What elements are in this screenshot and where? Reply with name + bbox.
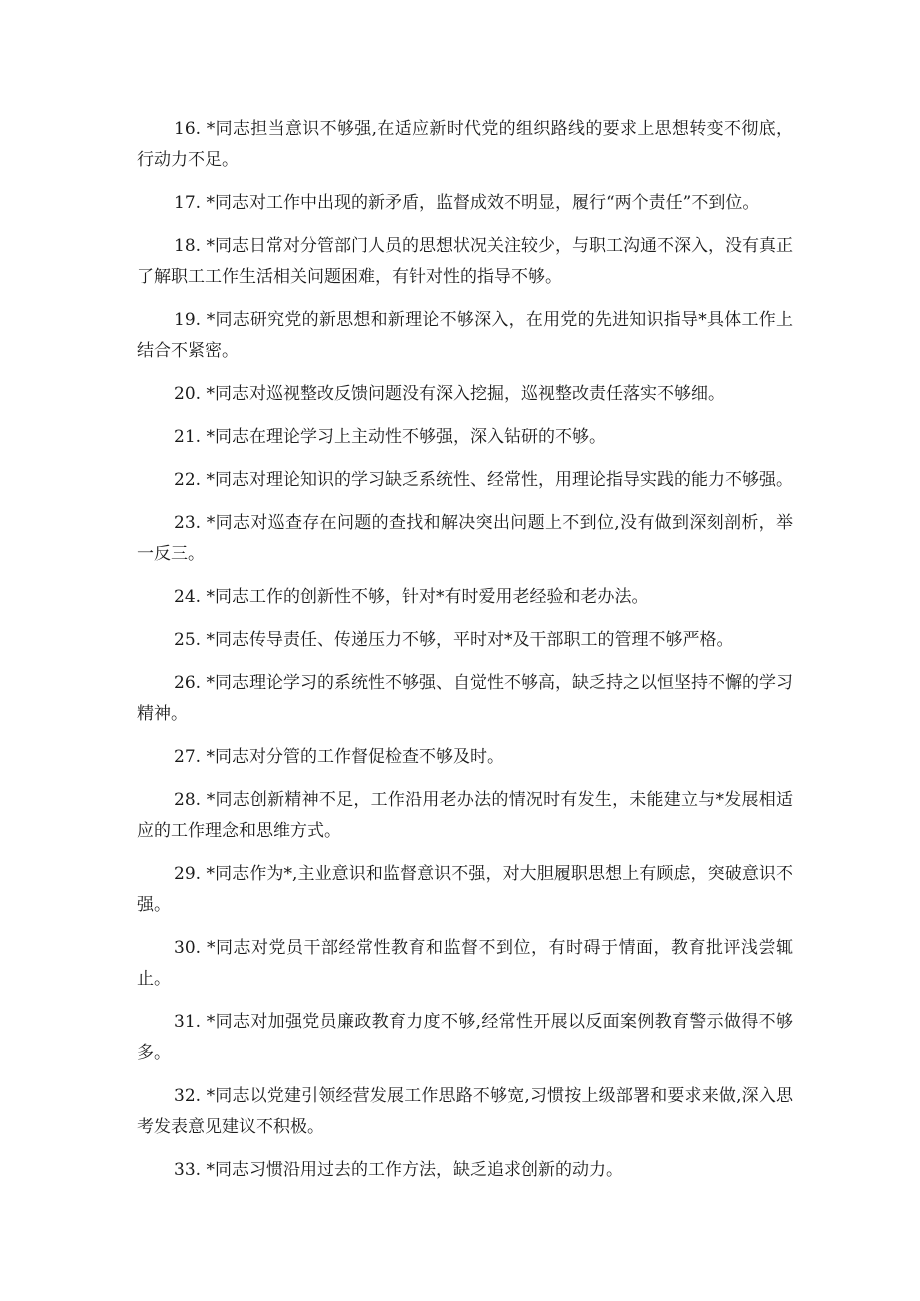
- item-text: *同志对巡视整改反馈问题没有深入挖掘，巡视整改责任落实不够细。: [206, 384, 725, 404]
- item-number: 24.: [174, 587, 202, 607]
- list-item: [137, 188, 793, 219]
- item-text: *同志日常对分管部门人员的思想状况关注较少，与职工沟通不深入，没有真正了解职工工作生活相关问题困难，有针对性的指导不够。: [137, 236, 793, 287]
- list-item: [137, 1155, 793, 1186]
- item-text: *同志对分管的工作督促检查不够及时。: [206, 747, 504, 767]
- list-item: [137, 582, 793, 613]
- item-number: 21.: [174, 427, 202, 447]
- item-number: 17.: [174, 193, 202, 213]
- list-item: [137, 625, 793, 656]
- item-number: 29.: [174, 864, 202, 884]
- list-item: [137, 305, 793, 367]
- item-number: 22.: [174, 470, 202, 490]
- list-item: [137, 231, 793, 293]
- item-text: *同志理论学习的系统性不够强、自觉性不够高，缺乏持之以恒坚持不懈的学习精神。: [137, 673, 793, 724]
- document-body: [137, 114, 793, 1198]
- item-text: *同志对党员干部经常性教育和监督不到位，有时碍于情面，教育批评浅尝辄止。: [137, 938, 793, 989]
- item-number: 31.: [174, 1012, 202, 1032]
- item-text: *同志对工作中出现的新矛盾，监督成效不明显，履行“两个责任”不到位。: [206, 193, 760, 213]
- item-text: *同志传导责任、传递压力不够，平时对*及干部职工的管理不够严格。: [206, 630, 734, 650]
- list-item: [137, 785, 793, 847]
- item-text: *同志以党建引领经营发展工作思路不够宽,习惯按上级部署和要求来做,深入思考发表意见建议不积极。: [137, 1086, 793, 1137]
- item-number: 23.: [174, 513, 202, 533]
- list-item: [137, 114, 793, 176]
- list-item: [137, 379, 793, 410]
- list-item: [137, 859, 793, 921]
- item-text: *同志对巡查存在问题的查找和解决突出问题上不到位,没有做到深刻剖析，举一反三。: [137, 513, 794, 564]
- item-text: *同志作为*,主业意识和监督意识不强，对大胆履职思想上有顾虑，突破意识不强。: [137, 864, 794, 915]
- item-number: 20.: [174, 384, 202, 404]
- item-number: 19.: [174, 310, 202, 330]
- item-number: 28.: [174, 790, 202, 810]
- item-number: 18.: [174, 236, 202, 256]
- item-text: *同志工作的创新性不够，针对*有时爱用老经验和老办法。: [206, 587, 649, 607]
- list-item: [137, 422, 793, 453]
- list-item: [137, 508, 793, 570]
- item-number: 26.: [174, 673, 202, 693]
- list-item: [137, 933, 793, 995]
- item-text: *同志习惯沿用过去的工作方法，缺乏追求创新的动力。: [206, 1160, 623, 1180]
- list-item: [137, 1081, 793, 1143]
- list-item: [137, 668, 793, 730]
- item-number: 32.: [174, 1086, 202, 1106]
- item-number: 16.: [174, 119, 202, 139]
- item-number: 30.: [174, 938, 202, 958]
- item-text: *同志对理论知识的学习缺乏系统性、经常性，用理论指导实践的能力不够强。: [206, 470, 793, 490]
- item-text: *同志担当意识不够强,在适应新时代党的组织路线的要求上思想转变不彻底，行动力不足。: [137, 119, 794, 170]
- item-text: *同志创新精神不足，工作沿用老办法的情况时有发生，未能建立与*发展相适应的工作理念和思维方式。: [137, 790, 794, 841]
- item-text: *同志研究党的新思想和新理论不够深入，在用党的先进知识指导*具体工作上结合不紧密。: [137, 310, 794, 361]
- list-item: [137, 1007, 793, 1069]
- item-number: 27.: [174, 747, 202, 767]
- item-number: 25.: [174, 630, 202, 650]
- item-text: *同志在理论学习上主动性不够强，深入钻研的不够。: [206, 427, 606, 447]
- list-item: [137, 465, 793, 496]
- list-item: [137, 742, 793, 773]
- item-number: 33.: [174, 1160, 202, 1180]
- item-text: *同志对加强党员廉政教育力度不够,经常性开展以反面案例教育警示做得不够多。: [137, 1012, 794, 1063]
